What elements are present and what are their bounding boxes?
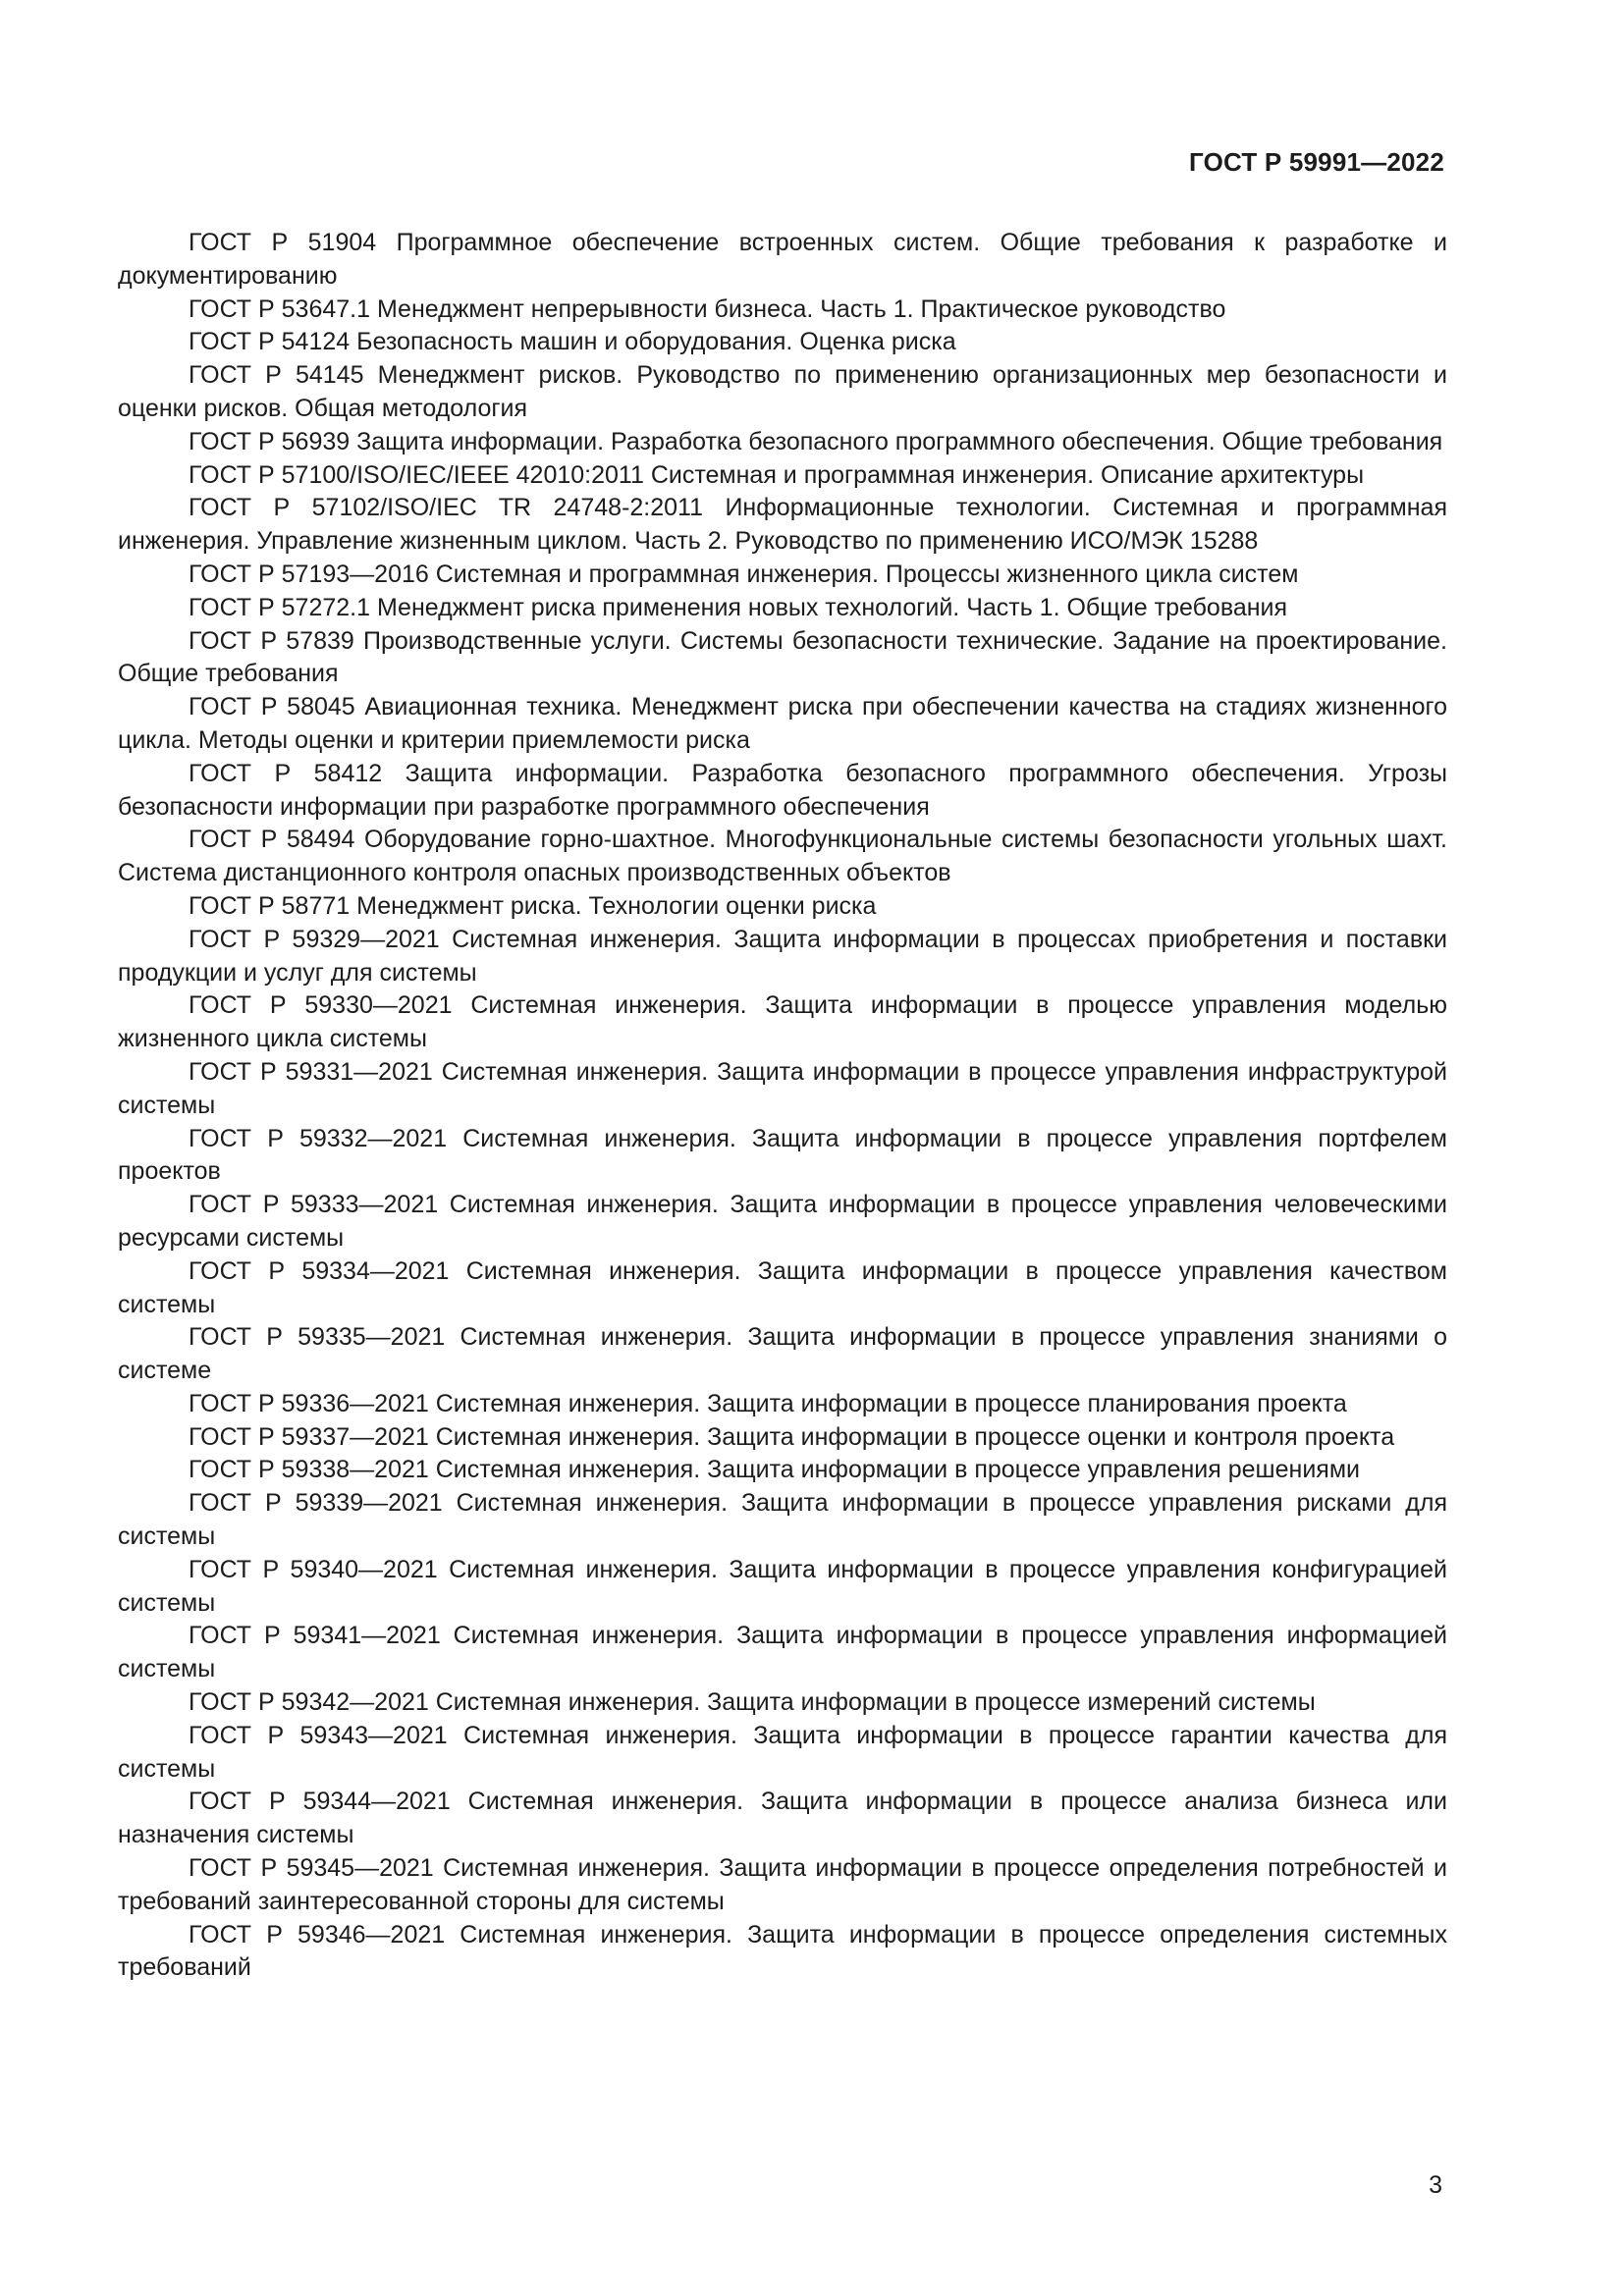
reference-item: ГОСТ Р 57193—2016 Системная и программная инженерия. Процессы жизненного цикла систем	[189, 560, 1299, 588]
reference-item: ГОСТ Р 58412 Защита информации. Разработка безопасного программного обеспечения. Угрозы безопасности информации при разработке программного обеспечения	[118, 759, 1447, 821]
reference-item: ГОСТ Р 57272.1 Менеджмент риска применения новых технологий. Часть 1. Общие требования	[189, 593, 1288, 621]
reference-item: ГОСТ Р 59333—2021 Системная инженерия. Защита информации в процессе управления человеческими ресурсами системы	[118, 1191, 1447, 1252]
reference-item: ГОСТ Р 51904 Программное обеспечение встроенных систем. Общие требования к разработке и документированию	[118, 229, 1447, 290]
reference-item: ГОСТ Р 59346—2021 Системная инженерия. Защита информации в процессе определения системных требований	[118, 1920, 1447, 1982]
reference-item: ГОСТ Р 56939 Защита информации. Разработка безопасного программного обеспечения. Общие требования	[189, 427, 1443, 455]
reference-item: ГОСТ Р 59331—2021 Системная инженерия. Защита информации в процессе управления инфраструктурой системы	[118, 1057, 1447, 1119]
reference-item: ГОСТ Р 59332—2021 Системная инженерия. Защита информации в процессе управления портфелем проектов	[118, 1124, 1447, 1186]
reference-item: ГОСТ Р 59345—2021 Системная инженерия. Защита информации в процессе определения потребностей и требований заинтересованной стороны для системы	[118, 1854, 1447, 1915]
page-number: 3	[1429, 2171, 1442, 2199]
reference-item: ГОСТ Р 57100/ISO/IEC/IEEE 42010:2011 Системная и программная инженерия. Описание архитектуры	[189, 460, 1365, 489]
reference-item: ГОСТ Р 59336—2021 Системная инженерия. Защита информации в процессе планирования проекта	[189, 1389, 1347, 1417]
reference-item: ГОСТ Р 59341—2021 Системная инженерия. Защита информации в процессе управления информацией системы	[118, 1622, 1447, 1683]
reference-item: ГОСТ Р 54124 Безопасность машин и оборудования. Оценка риска	[189, 328, 956, 356]
reference-item: ГОСТ Р 54145 Менеджмент рисков. Руководство по применению организационных мер безопасности и оценки рисков. Общая методология	[118, 361, 1447, 422]
reference-item: ГОСТ Р 59344—2021 Системная инженерия. Защита информации в процессе анализа бизнеса или назначения системы	[118, 1788, 1447, 1849]
reference-item: ГОСТ Р 58494 Оборудование горно-шахтное. Многофункциональные системы безопасности угольных шахт. Система дистанционного контроля опасных производственных объектов	[118, 826, 1447, 887]
reference-item: ГОСТ Р 59340—2021 Системная инженерия. Защита информации в процессе управления конфигурацией системы	[118, 1555, 1447, 1617]
reference-item: ГОСТ Р 57102/ISO/IEC TR 24748-2:2011 Информационные технологии. Системная и программная инженерия. Управление жизненным циклом. Часть 2. Руководство по применению ИСО/МЭК 15288	[118, 494, 1447, 556]
reference-item: ГОСТ Р 59337—2021 Системная инженерия. Защита информации в процессе оценки и контроля проекта	[189, 1422, 1395, 1451]
reference-item: ГОСТ Р 59334—2021 Системная инженерия. Защита информации в процессе управления качеством системы	[118, 1256, 1447, 1318]
document-code-header: ГОСТ Р 59991—2022	[1189, 147, 1444, 177]
reference-item: ГОСТ Р 59335—2021 Системная инженерия. Защита информации в процессе управления знаниями о системе	[118, 1323, 1447, 1385]
reference-item: ГОСТ Р 59338—2021 Системная инженерия. Защита информации в процессе управления решениями	[189, 1456, 1360, 1484]
reference-item: ГОСТ Р 59343—2021 Системная инженерия. Защита информации в процессе гарантии качества для системы	[118, 1721, 1447, 1783]
reference-item: ГОСТ Р 57839 Производственные услуги. Системы безопасности технические. Задание на проектирование. Общие требования	[118, 626, 1447, 688]
reference-item: ГОСТ Р 59339—2021 Системная инженерия. Защита информации в процессе управления рисками для системы	[118, 1489, 1447, 1551]
reference-item: ГОСТ Р 59342—2021 Системная инженерия. Защита информации в процессе измерений системы	[189, 1688, 1316, 1717]
reference-item: ГОСТ Р 58045 Авиационная техника. Менеджмент риска при обеспечении качества на стадиях жизненного цикла. Методы оценки и критерии приемлемости риска	[118, 693, 1447, 754]
reference-item: ГОСТ Р 58771 Менеджмент риска. Технологии оценки риска	[189, 891, 877, 920]
reference-item: ГОСТ Р 59330—2021 Системная инженерия. Защита информации в процессе управления моделью жизненного цикла системы	[118, 991, 1447, 1053]
normative-references-list	[118, 227, 1447, 1985]
reference-item: ГОСТ Р 59329—2021 Системная инженерия. Защита информации в процессах приобретения и поставки продукции и услуг для системы	[118, 925, 1447, 987]
reference-item: ГОСТ Р 53647.1 Менеджмент непрерывности бизнеса. Часть 1. Практическое руководство	[189, 294, 1226, 323]
